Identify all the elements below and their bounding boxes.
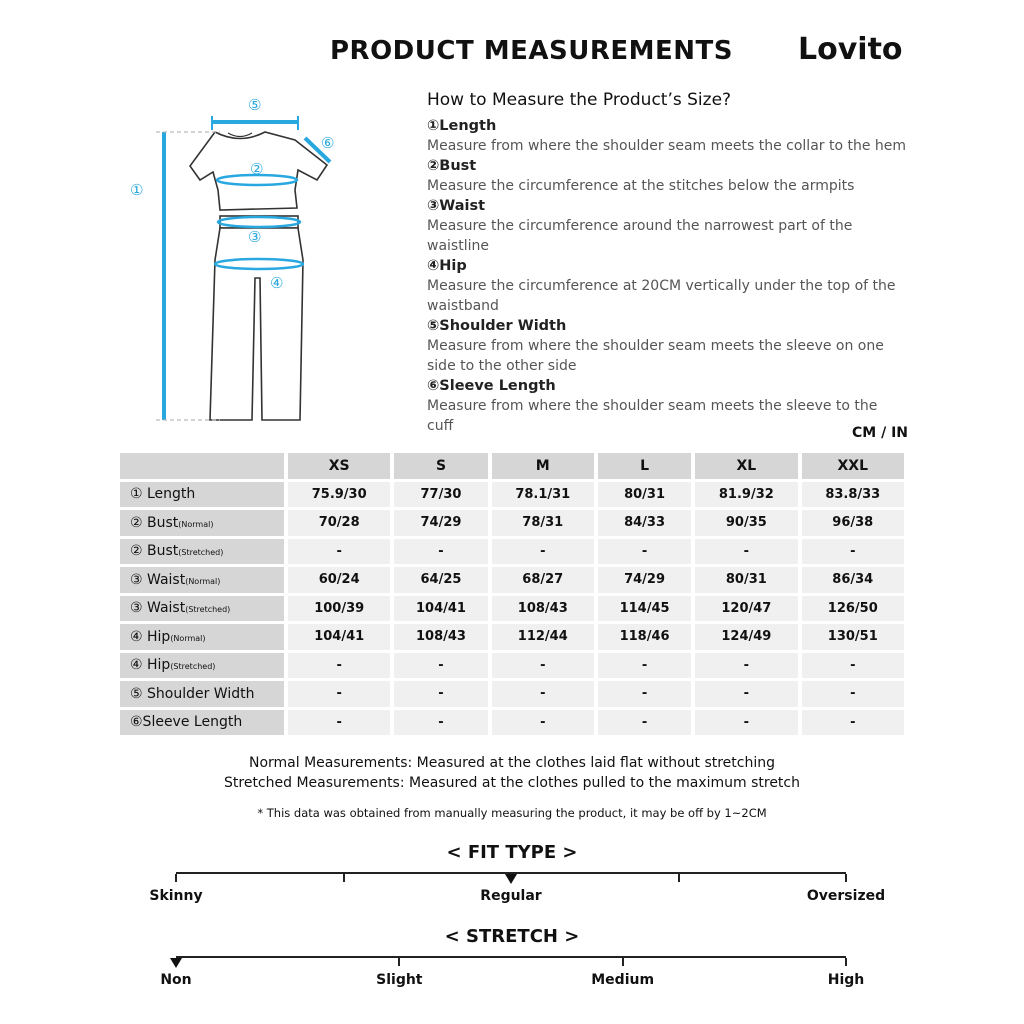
- scale-label: Non: [160, 972, 192, 988]
- row-label: [120, 567, 284, 593]
- row-label-text: ③ Waist: [130, 600, 186, 617]
- scale-label: Medium: [591, 972, 655, 988]
- brand-logo: Lovito: [798, 32, 903, 67]
- guide-item-sleeve: [427, 376, 907, 436]
- table-cell: 124/49: [695, 624, 797, 650]
- row-label-qualifier: (Normal): [178, 519, 214, 529]
- scale-label: Oversized: [806, 888, 886, 904]
- table-cell: 78/31: [492, 510, 594, 536]
- table-cell: 90/35: [695, 510, 797, 536]
- table-cell: 60/24: [288, 567, 390, 593]
- guide-item-hip: [427, 256, 907, 316]
- row-label: [120, 482, 284, 508]
- guide-item-desc: Measure the circumference around the narrowest part of the waistline: [427, 218, 853, 254]
- scale-tick: [845, 874, 847, 882]
- row-label: [120, 653, 284, 679]
- table-header-size: S: [394, 453, 487, 479]
- guide-item-length: [427, 116, 907, 156]
- table-cell: 86/34: [802, 567, 904, 593]
- table-row: [120, 624, 904, 650]
- table-cell: 100/39: [288, 596, 390, 622]
- table-cell: -: [598, 710, 691, 736]
- table-cell: 77/30: [394, 482, 487, 508]
- table-cell: 114/45: [598, 596, 691, 622]
- row-label: [120, 539, 284, 565]
- scale-label: Slight: [376, 972, 423, 988]
- table-cell: -: [695, 653, 797, 679]
- guide-item-desc: Measure from where the shoulder seam meets the sleeve to the cuff: [427, 398, 878, 434]
- table-cell: -: [802, 539, 904, 565]
- table-cell: 108/43: [394, 624, 487, 650]
- table-cell: -: [695, 710, 797, 736]
- table-row: [120, 539, 904, 565]
- guide-item-desc: Measure the circumference at 20CM vertically under the top of the waistband: [427, 278, 896, 314]
- table-row: [120, 653, 904, 679]
- table-header-size: XS: [288, 453, 390, 479]
- guide-item-shoulder: [427, 316, 907, 376]
- table-cell: -: [598, 653, 691, 679]
- normal-note: Normal Measurements: Measured at the clothes laid flat without stretching: [249, 755, 775, 771]
- guide-item-name: ③Waist: [427, 198, 486, 214]
- row-label-text: ⑤ Shoulder Width: [130, 685, 255, 702]
- table-cell: -: [288, 710, 390, 736]
- table-cell: 74/29: [394, 510, 487, 536]
- scale-pointer-icon: [505, 874, 517, 884]
- table-cell: -: [492, 710, 594, 736]
- table-cell: -: [394, 653, 487, 679]
- marker-shoulder: ⑤: [248, 96, 262, 114]
- table-row: [120, 596, 904, 622]
- row-label-qualifier: (Stretched): [178, 548, 224, 558]
- marker-length: ①: [130, 181, 144, 199]
- row-label-text: ⑥Sleeve Length: [130, 714, 243, 731]
- table-header-corner: [120, 453, 284, 479]
- table-cell: -: [598, 681, 691, 707]
- row-label-qualifier: (Stretched): [170, 662, 216, 672]
- scale-label: Skinny: [149, 888, 203, 904]
- table-cell: -: [394, 681, 487, 707]
- guide-item-desc: Measure from where the shoulder seam meets the collar to the hem: [427, 138, 907, 154]
- table-header-size: XL: [695, 453, 797, 479]
- guide-item-desc: Measure from where the shoulder seam meets the sleeve on one side to the other side: [427, 338, 884, 374]
- table-header-size: XXL: [802, 453, 904, 479]
- table-cell: 81.9/32: [695, 482, 797, 508]
- table-row: [120, 681, 904, 707]
- table-cell: -: [492, 681, 594, 707]
- row-label: [120, 681, 284, 707]
- table-cell: -: [802, 653, 904, 679]
- row-label-text: ③ Waist: [130, 571, 186, 588]
- row-label-text: ① Length: [130, 486, 196, 503]
- row-label: [120, 510, 284, 536]
- table-cell: 96/38: [802, 510, 904, 536]
- scale-tick: [175, 874, 177, 882]
- table-header-size: L: [598, 453, 691, 479]
- row-label-qualifier: (Normal): [185, 576, 221, 586]
- scale-tick: [398, 958, 400, 966]
- table-cell: 108/43: [492, 596, 594, 622]
- table-cell: 80/31: [598, 482, 691, 508]
- table-cell: 118/46: [598, 624, 691, 650]
- table-cell: 80/31: [695, 567, 797, 593]
- table-cell: 68/27: [492, 567, 594, 593]
- table-cell: -: [288, 681, 390, 707]
- table-cell: 74/29: [598, 567, 691, 593]
- guide-item-name: ⑥Sleeve Length: [427, 378, 556, 394]
- guide-item-waist: [427, 196, 907, 256]
- page-title: PRODUCT MEASUREMENTS: [330, 36, 733, 66]
- table-cell: 75.9/30: [288, 482, 390, 508]
- marker-bust: ②: [250, 160, 264, 178]
- table-cell: -: [394, 710, 487, 736]
- marker-waist: ③: [248, 228, 262, 246]
- table-cell: 104/41: [288, 624, 390, 650]
- row-label-qualifier: (Normal): [170, 633, 206, 643]
- guide-item-name: ⑤Shoulder Width: [427, 318, 567, 334]
- guide-item-name: ①Length: [427, 118, 497, 134]
- table-cell: 112/44: [492, 624, 594, 650]
- guide-item-name: ②Bust: [427, 158, 477, 174]
- garment-figure: [120, 90, 360, 430]
- measure-guide: [427, 90, 907, 436]
- stretch-title: < STRETCH >: [444, 926, 580, 947]
- disclaimer-note: * This data was obtained from manually measuring the product, it may be off by 1~2CM: [257, 806, 767, 820]
- row-label-text: ④ Hip: [130, 657, 171, 674]
- scale-line: [176, 956, 846, 958]
- scale-label: Regular: [480, 888, 542, 904]
- jumpsuit-illustration: [120, 90, 360, 430]
- marker-sleeve: ⑥: [321, 134, 335, 152]
- table-cell: 70/28: [288, 510, 390, 536]
- table-cell: -: [394, 539, 487, 565]
- table-cell: -: [802, 710, 904, 736]
- scale-tick: [622, 958, 624, 966]
- table-cell: 84/33: [598, 510, 691, 536]
- scale-tick: [343, 874, 345, 882]
- row-label: [120, 710, 284, 736]
- scale-pointer-icon: [170, 958, 182, 968]
- table-cell: -: [288, 539, 390, 565]
- table-cell: -: [695, 539, 797, 565]
- row-label-text: ② Bust: [130, 543, 179, 560]
- guide-item-name: ④Hip: [427, 258, 467, 274]
- row-label-qualifier: (Stretched): [185, 605, 231, 615]
- table-cell: 130/51: [802, 624, 904, 650]
- table-cell: -: [598, 539, 691, 565]
- table-row: [120, 510, 904, 536]
- table-cell: -: [802, 681, 904, 707]
- table-cell: -: [492, 653, 594, 679]
- marker-hip: ④: [270, 274, 284, 292]
- table-row: [120, 567, 904, 593]
- row-label: [120, 624, 284, 650]
- table-header-size: M: [492, 453, 594, 479]
- table-header-row: [120, 453, 904, 479]
- row-label-text: ② Bust: [130, 514, 179, 531]
- scale-tick: [678, 874, 680, 882]
- scale-tick: [845, 958, 847, 966]
- fit-type-title: < FIT TYPE >: [446, 842, 578, 863]
- unit-label: CM / IN: [852, 425, 908, 441]
- guide-item-bust: [427, 156, 907, 196]
- table-cell: 126/50: [802, 596, 904, 622]
- size-table: [116, 450, 908, 738]
- table-row: [120, 482, 904, 508]
- table-cell: 64/25: [394, 567, 487, 593]
- table-cell: 120/47: [695, 596, 797, 622]
- table-cell: 104/41: [394, 596, 487, 622]
- guide-item-desc: Measure the circumference at the stitches below the armpits: [427, 178, 855, 194]
- table-cell: -: [492, 539, 594, 565]
- guide-title: How to Measure the Product’s Size?: [427, 90, 732, 110]
- table-row: [120, 710, 904, 736]
- table-cell: 83.8/33: [802, 482, 904, 508]
- row-label: [120, 596, 284, 622]
- table-cell: -: [695, 681, 797, 707]
- row-label-text: ④ Hip: [130, 628, 171, 645]
- stretched-note: Stretched Measurements: Measured at the clothes pulled to the maximum stretch: [224, 775, 800, 791]
- scale-label: High: [827, 972, 865, 988]
- table-cell: -: [288, 653, 390, 679]
- table-cell: 78.1/31: [492, 482, 594, 508]
